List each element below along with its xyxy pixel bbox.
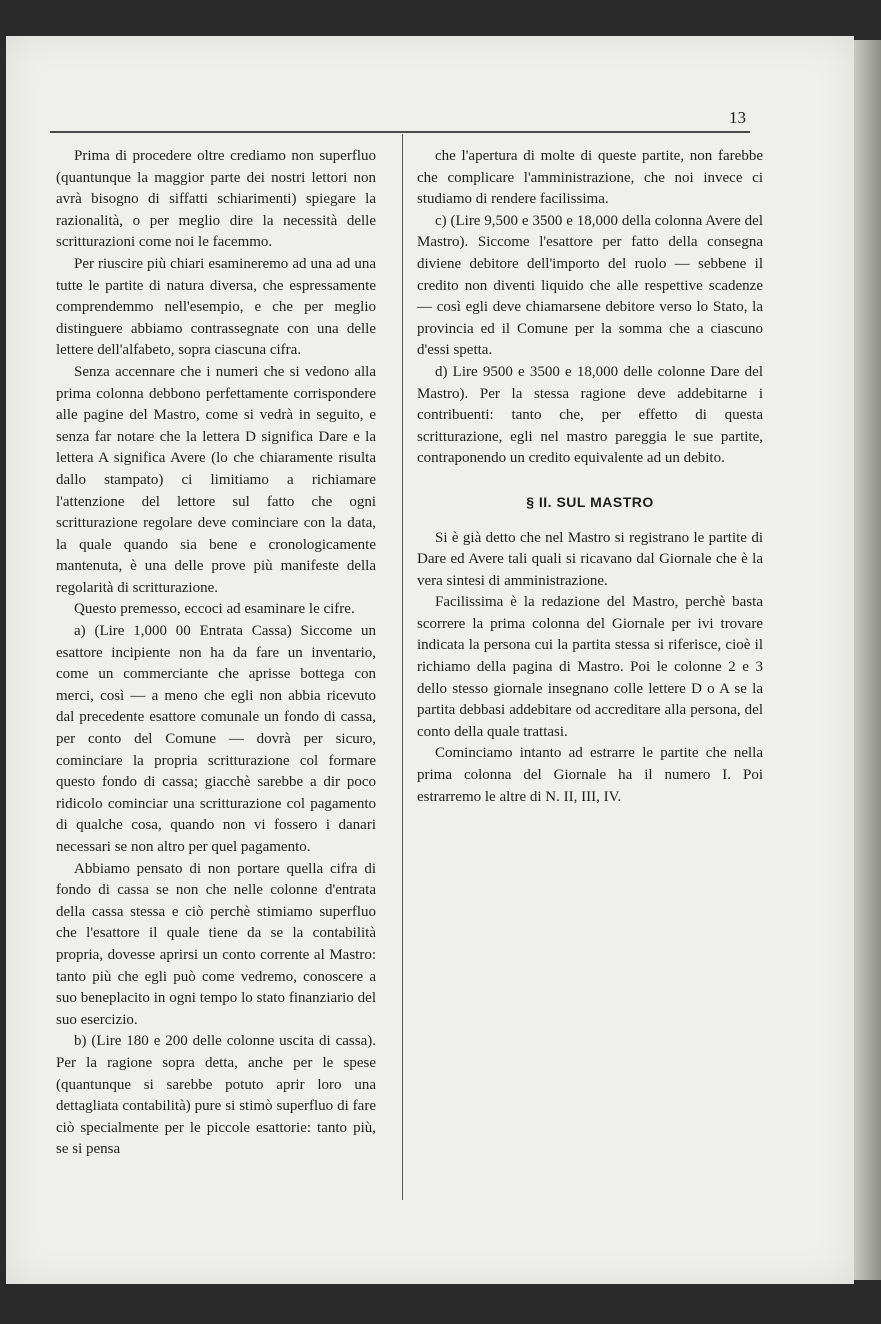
paragraph: Prima di procedere oltre crediamo non superfluo (quantunque la maggior parte dei nostri lettori non avrà bisogno di siffatti schiarimenti) spiegare la razionalità, o per meglio dire la necessità delle scritturazioni come noi le facemmo. xyxy=(56,148,376,251)
paragraph: b) (Lire 180 e 200 delle colonne uscita di cassa). Per la ragione sopra detta, anche per le spese (quantunque si sarebbe potuto aprir loro una dettagliata contabilità) pure si stimò superfluo di fare ciò specialmente per le piccole esattorie: tanto più, se si pensa xyxy=(56,1033,376,1158)
paragraph: Senza accennare che i numeri che si vedono alla prima colonna debbono perfettamente corrispondere alle pagine del Mastro, come si vedrà in seguito, e senza far notare che la lettera D significa Dare e la lettera A significa Avere (lo che chiaramente risulta dallo stampato) ci limitiamo a richiamare l'attenzione del lettore sul fatto che ogni scritturazione regolare deve cominciare con la data, la quale quando sia bene e cronologicamente mantenuta, è una delle prove più manifeste della regolarità di scritturazione. xyxy=(56,363,376,596)
page-number: 13 xyxy=(729,108,746,127)
paragraph: Si è già detto che nel Mastro si registrano le partite di Dare ed Avere tali quali si ricavano dal Giornale che è la vera sintesi di amministrazione. xyxy=(417,529,763,589)
paragraph: Questo premesso, eccoci ad esaminare le cifre. xyxy=(74,601,355,618)
paragraph: Facilissima è la redazione del Mastro, perchè basta scorrere la prima colonna del Giornale per ivi trovare indicata la persona cui la partita stessa si riferisce, cioè il richiamo della pagina di Mastro. Poi le colonne 2 e 3 dello stesso giornale insegnano colle lettere D o A se la partita debbasi addebitare od accreditare alla persona, del conto della quale trattasi. xyxy=(417,594,763,740)
page-edge xyxy=(854,40,881,1280)
paragraph: a) (Lire 1,000 00 Entrata Cassa) Siccome un esattore incipiente non ha da fare un inventario, come un commerciante che aprisse bottega con merci, così — a meno che egli non abbia ricevuto dal precedente esattore comunale un fondo di cassa, per conto del Comune — dovrà per sicuro, cominciare la propria scritturazione col formare questo fondo di cassa; giacchè sarebbe a dir poco ridicolo cominciar una scritturazione col pagamento di qualche cosa, quando non vi fossero i danari necessari se non altro per quel pagamento. xyxy=(56,623,376,855)
paragraph: d) Lire 9500 e 3500 e 18,000 delle colonne Dare del Mastro). Per la stessa ragione deve addebitarne i contribuenti: tanto che, per effetto di questa scritturazione, egli nel mastro pareggia le sue partite, contraponendo un credito equivalente ad un debito. xyxy=(417,363,763,467)
paragraph: Abbiamo pensato di non portare quella cifra di fondo di cassa se non che nelle colonne d'entrata della cassa stessa e ciò perchè stimiamo superfluo che l'esattore il quale tiene da se la contabilità propria, dovesse aprirsi un conto corrente al Mastro: tanto più che egli può come vedremo, conoscere a suo beneplacito in ogni tempo lo stato finanziario del suo esercizio. xyxy=(56,860,376,1028)
header-rule xyxy=(50,131,750,133)
paragraph: Cominciamo intanto ad estrarre le partite che nella prima colonna del Giornale ha il numero I. Poi estrarremo le altre di N. II, III, IV. xyxy=(417,745,763,805)
paragraph: che l'apertura di molte di queste partite, non farebbe che complicare l'amministrazione, che noi invece ci studiamo di rendere facilissima. xyxy=(417,148,763,208)
section-heading: § II. SUL MASTRO xyxy=(526,493,654,510)
paragraph: Per riuscire più chiari esamineremo ad una ad una tutte le partite di natura diversa, che espressamente comprendemmo nell'esempio, e che per meglio distinguere abbiamo contrassegnate con una delle lettere dell'alfabeto, sopra ciascuna cifra. xyxy=(56,255,376,359)
paragraph: c) (Lire 9,500 e 3500 e 18,000 della colonna Avere del Mastro). Siccome l'esattore per fatto della consegna diviene debitore dell'importo del ruolo — sebbene il credito non diventi liquido che alle respettive scadenze — così egli deve chiamarsene debitore verso lo Stato, la provincia ed il Comune per la somma che a ciascuno d'essi spetta. xyxy=(417,212,763,359)
right-column xyxy=(417,146,763,808)
column-divider xyxy=(402,134,403,1200)
left-column xyxy=(56,146,376,1161)
